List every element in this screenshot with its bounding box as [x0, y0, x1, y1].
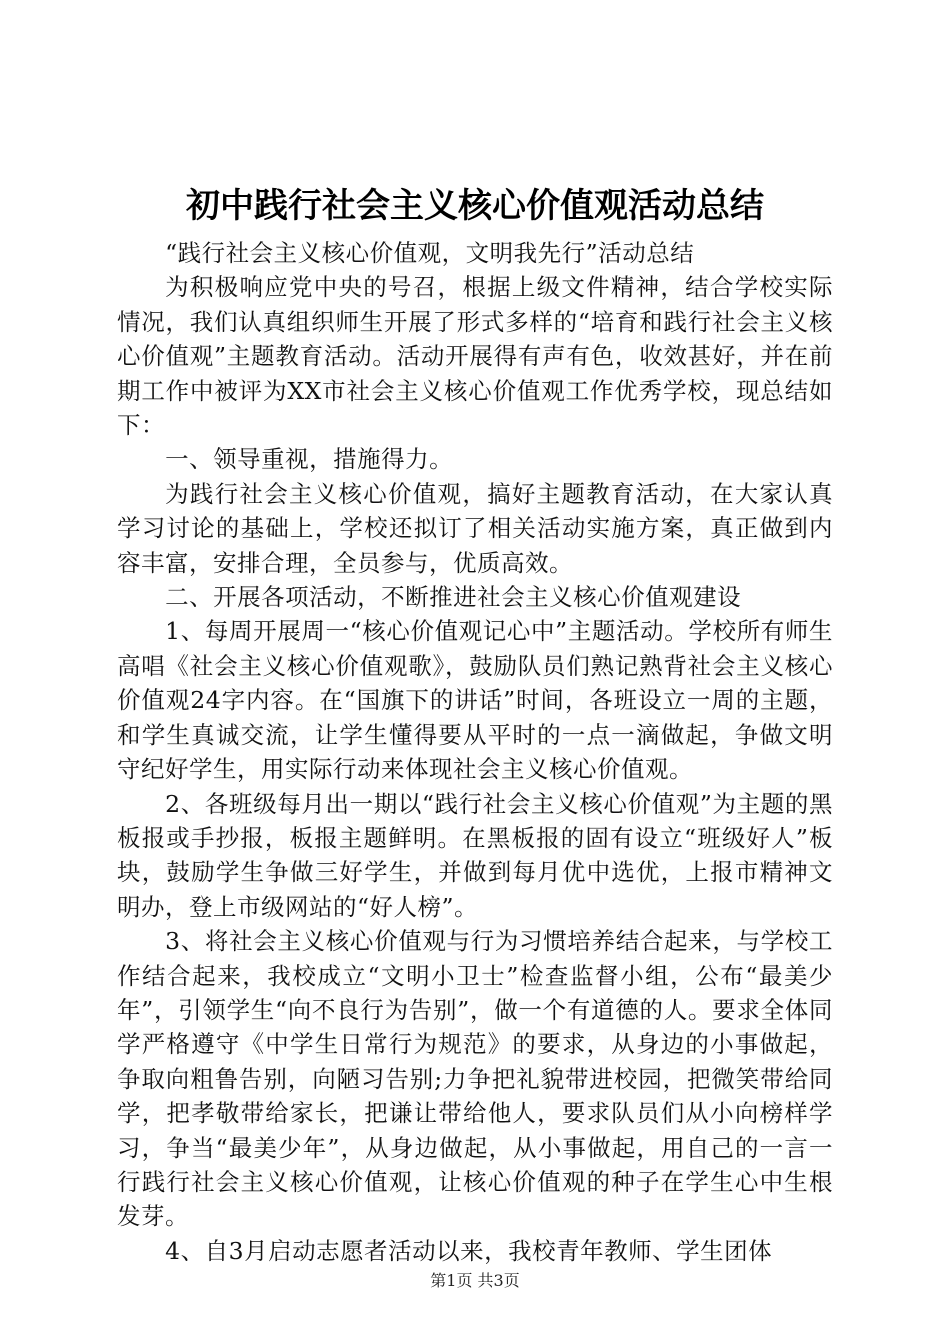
page-footer: 第1页 共3页	[430, 1271, 520, 1290]
intro-paragraph: 为积极响应党中央的号召，根据上级文件精神，结合学校实际情况，我们认真组织师生开展了形式多样的“培育和践行社会主义核心价值观”主题教育活动。活动开展得有声有色，收效甚好，并在前期工作中被评为XX市社会主义核心价值观工作优秀学校，现总结如下：	[117, 273, 833, 440]
activity-1-paragraph: 1、每周开展周一“核心价值观记心中”主题活动。学校所有师生高唱《社会主义核心价值观歌》，鼓励队员们熟记熟背社会主义核心价值观24字内容。在“国旗下的讲话”时间，各班设立一周的主题，和学生真诚交流，让学生懂得要从平时的一点一滴做起，争做文明守纪好学生，用实际行动来体现社会主义核心价值观。	[117, 617, 833, 784]
document-body	[117, 236, 833, 1268]
activity-4-paragraph: 4、自3月启动志愿者活动以来，我校青年教师、学生团体	[165, 1236, 773, 1265]
document-title: 初中践行社会主义核心价值观活动总结	[186, 186, 764, 226]
section-1-paragraph: 为践行社会主义核心价值观，搞好主题教育活动，在大家认真学习讨论的基础上，学校还拟订了相关活动实施方案，真正做到内容丰富，安排合理，全员参与，优质高效。	[117, 479, 833, 577]
section-heading-1: 一、领导重视，措施得力。	[165, 445, 454, 474]
subtitle-paragraph: “践行社会主义核心价值观，文明我先行”活动总结	[165, 239, 695, 267]
section-heading-2: 二、开展各项活动，不断推进社会主义核心价值观建设	[165, 583, 742, 612]
activity-3-paragraph: 3、将社会主义核心价值观与行为习惯培养结合起来，与学校工作结合起来，我校成立“文明小卫士”检查监督小组，公布“最美少年”，引领学生“向不良行为告别”，做一个有道德的人。要求全体同学严格遵守《中学生日常行为规范》的要求，从身边的小事做起，争取向粗鲁告别，向陋习告别;力争把礼貌带进校园，把微笑带给同学，把孝敬带给家长，把谦让带给他人，要求队员们从小向榜样学习，争当“最美少年”，从身边做起，从小事做起，用自己的一言一行践行社会主义核心价值观，让核心价值观的种子在学生心中生根发芽。	[117, 927, 833, 1231]
activity-2-paragraph: 2、各班级每月出一期以“践行社会主义核心价值观”为主题的黑板报或手抄报，板报主题鲜明。在黑板报的固有设立“班级好人”板块，鼓励学生争做三好学生，并做到每月优中选优，上报市精神文明办，登上市级网站的“好人榜”。	[117, 789, 833, 921]
